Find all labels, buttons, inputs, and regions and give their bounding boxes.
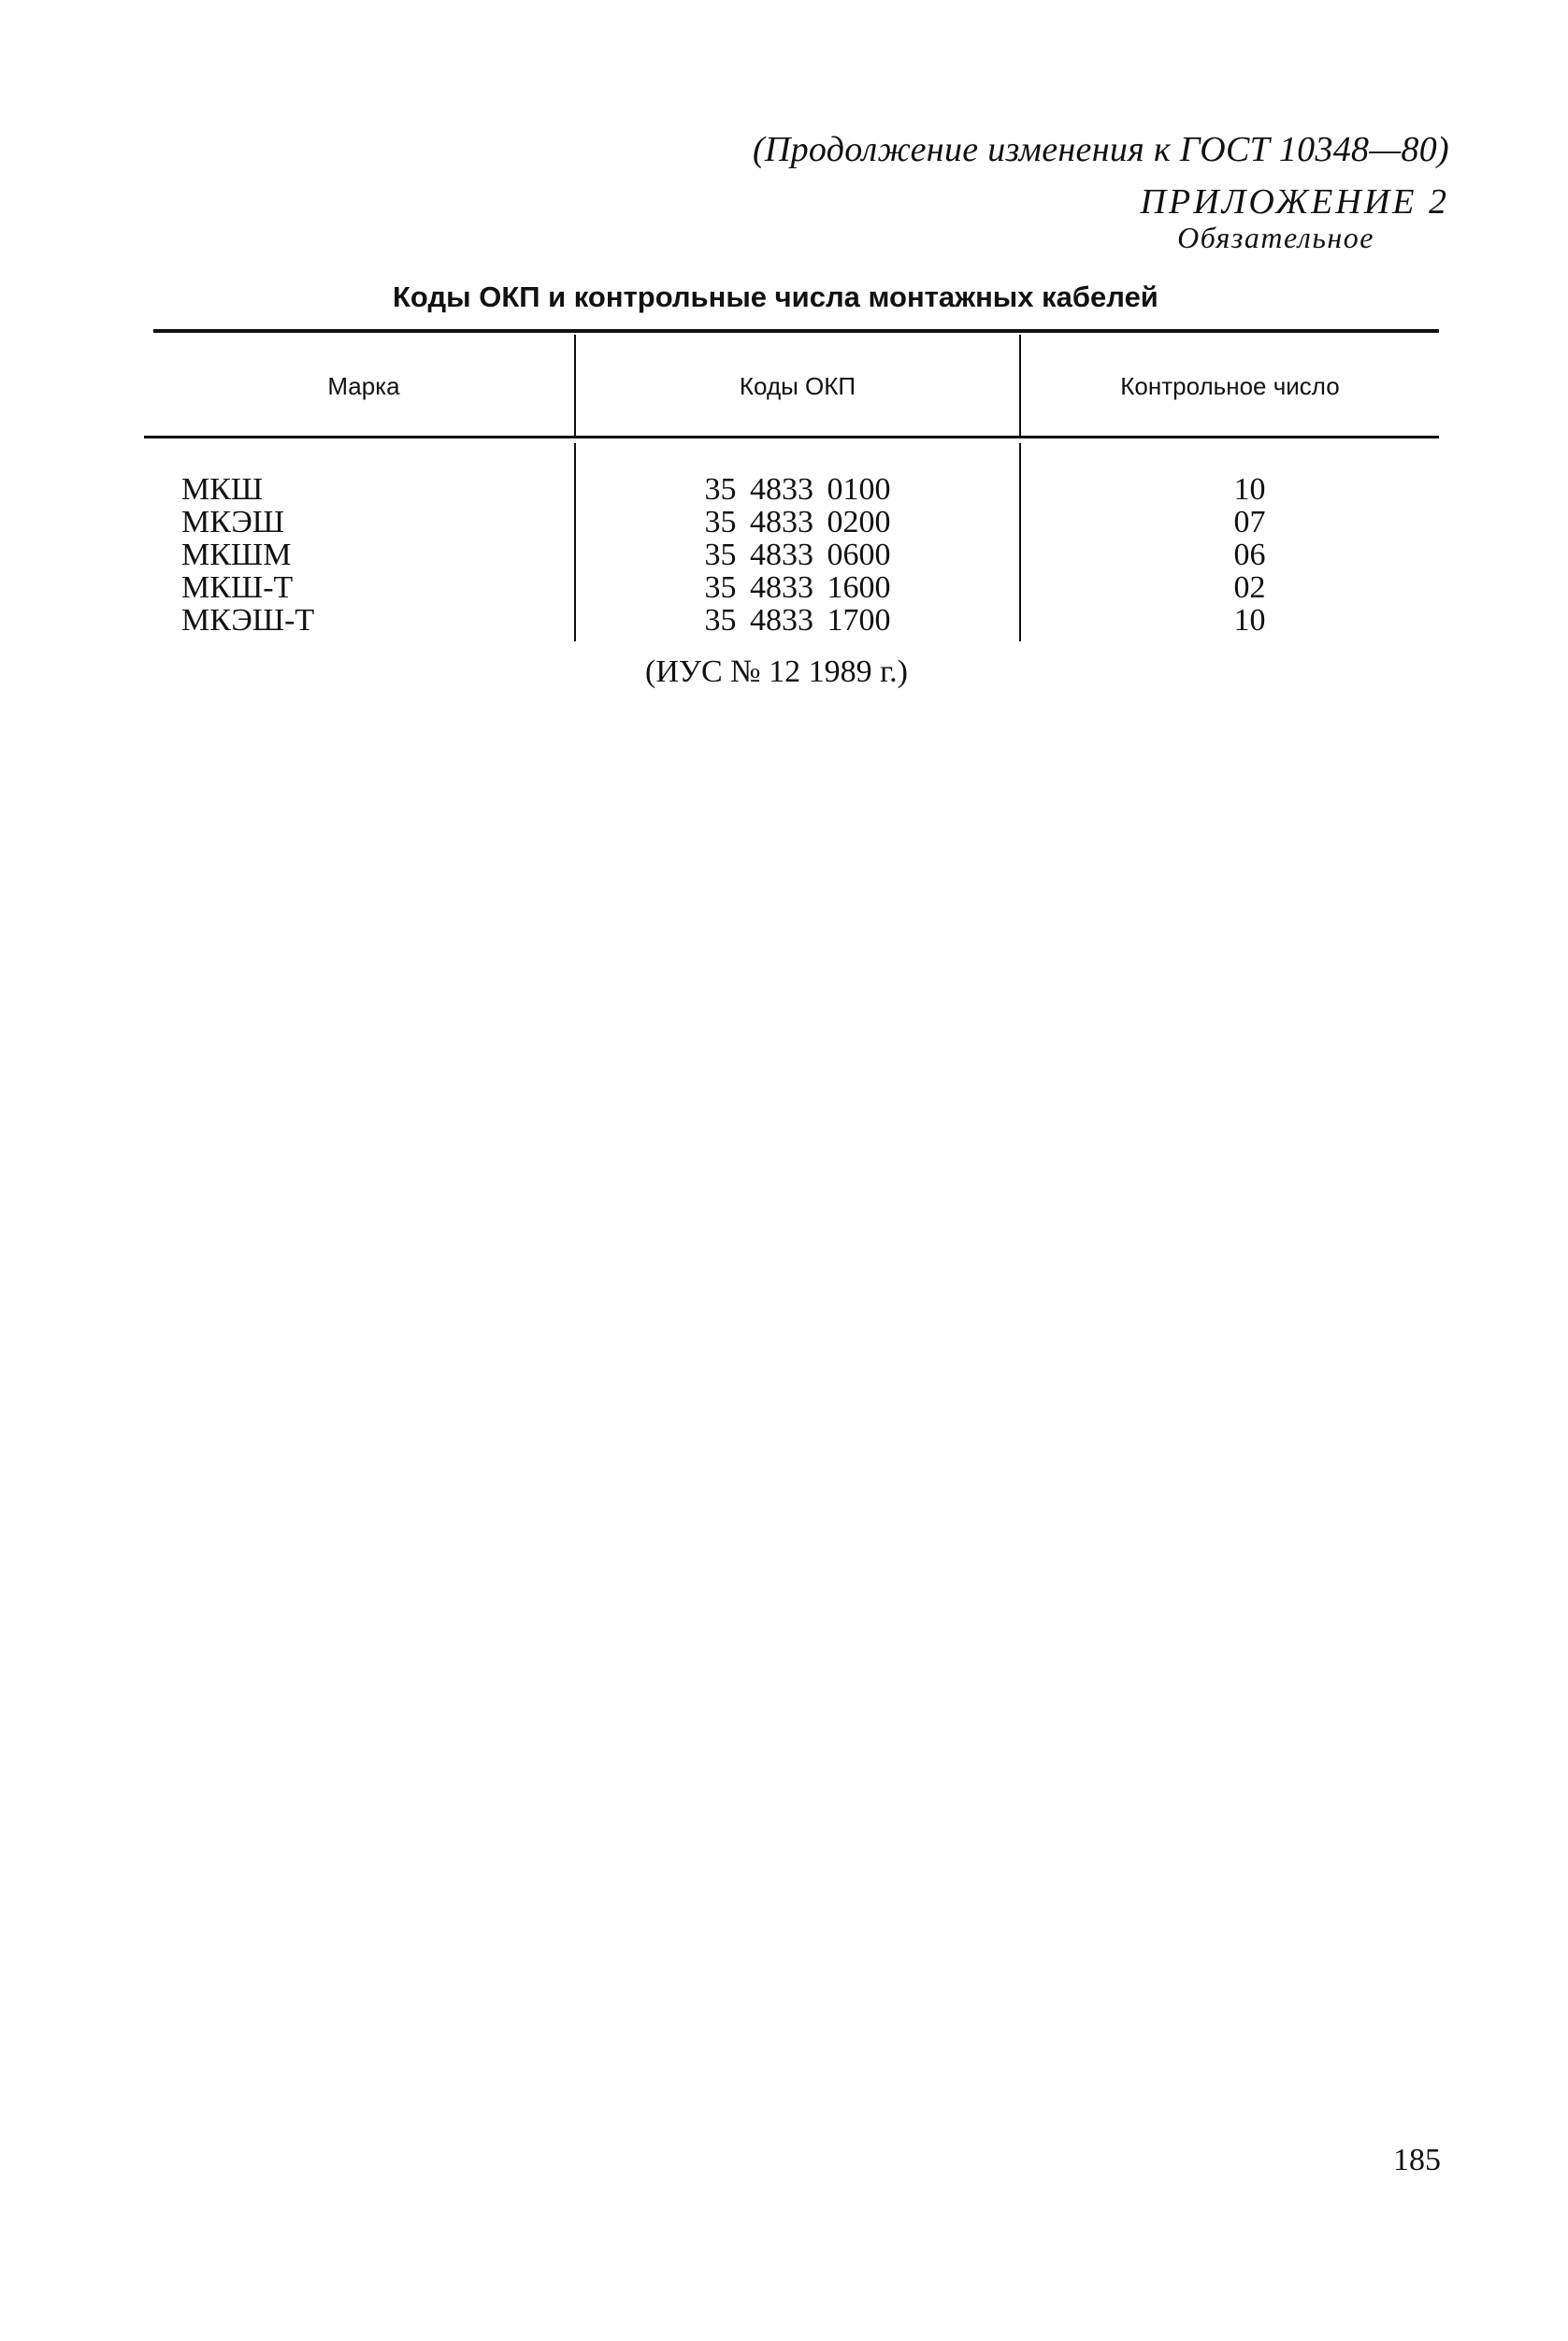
page-number: 185 xyxy=(1393,2143,1441,2177)
cell-okp-code: 35 4833 1700 xyxy=(704,603,891,638)
appendix-title: ПРИЛОЖЕНИЕ 2 xyxy=(1140,182,1449,222)
cell-control-number: 07 xyxy=(1233,505,1266,539)
table-row xyxy=(0,539,1568,571)
cell-control-number: 02 xyxy=(1233,570,1266,605)
cell-control-number: 06 xyxy=(1233,538,1266,572)
column-header-okp-codes: Коды ОКП xyxy=(739,372,856,400)
cell-control-number: 10 xyxy=(1233,472,1266,507)
cell-okp-code: 35 4833 0600 xyxy=(704,538,891,572)
cell-brand: МКЭШ-Т xyxy=(181,603,315,638)
table-title: Коды ОКП и контрольные числа монтажных кабелей xyxy=(393,280,1158,313)
header-bottom-rule xyxy=(144,436,1439,438)
table-body xyxy=(0,473,1568,637)
cell-brand: МКЭШ xyxy=(181,505,285,539)
table-row xyxy=(0,473,1568,506)
continuation-note: (Продолжение изменения к ГОСТ 10348—80) xyxy=(752,130,1449,169)
table-top-rule xyxy=(153,329,1439,333)
cell-brand: МКШМ xyxy=(181,538,292,572)
table-row xyxy=(0,604,1568,637)
cell-control-number: 10 xyxy=(1233,603,1266,638)
table-row xyxy=(0,571,1568,604)
column-header-control-number: Контрольное число xyxy=(1120,372,1340,400)
header-divider-1 xyxy=(574,335,576,436)
cell-brand: МКШ xyxy=(181,472,264,507)
source-reference: (ИУС № 12 1989 г.) xyxy=(645,654,908,689)
cell-brand: МКШ-Т xyxy=(181,570,294,605)
cell-okp-code: 35 4833 0200 xyxy=(704,505,891,539)
column-header-brand: Марка xyxy=(327,372,400,400)
cell-okp-code: 35 4833 0100 xyxy=(704,472,891,507)
cell-okp-code: 35 4833 1600 xyxy=(704,570,891,605)
header-divider-2 xyxy=(1019,335,1021,436)
appendix-status: Обязательное xyxy=(1177,221,1374,254)
table-row xyxy=(0,506,1568,539)
